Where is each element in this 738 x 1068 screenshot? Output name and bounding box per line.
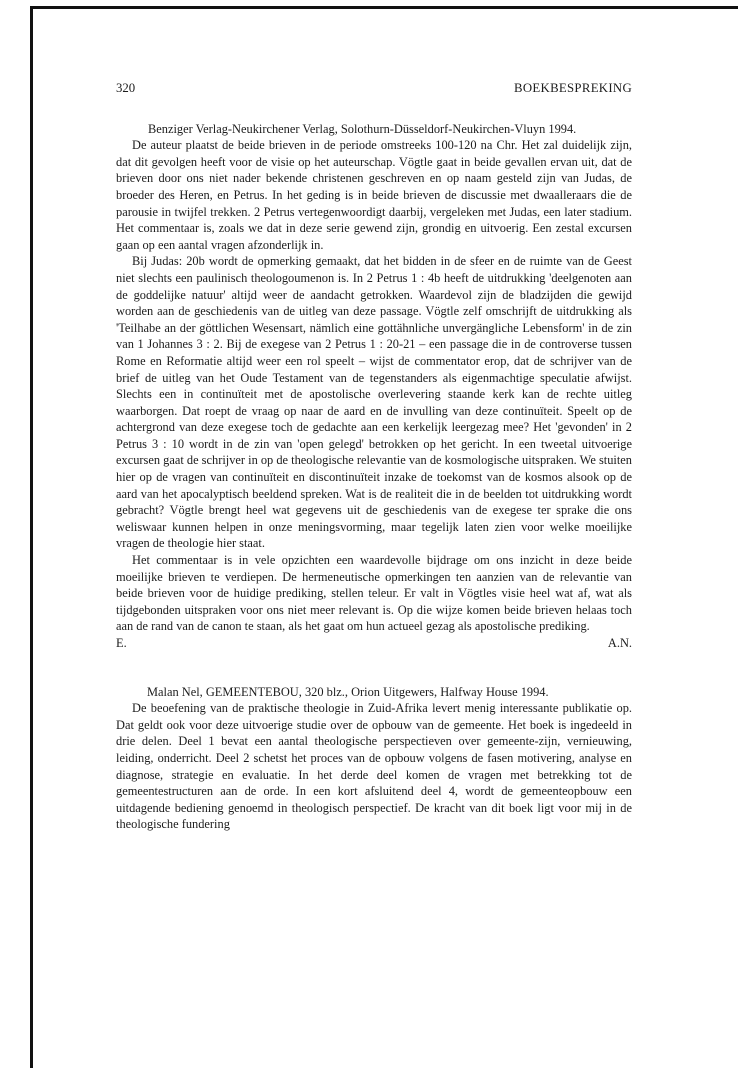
review-2-heading: Malan Nel, GEMEENTEBOU, 320 blz., Orion Uitgewers, Halfway House 1994. [147, 684, 549, 699]
page-header [116, 80, 632, 97]
review-2 [116, 684, 632, 833]
page-body [116, 80, 632, 833]
running-head: BOEKBESPREKING [514, 81, 632, 95]
review-1-signature [116, 635, 632, 652]
review-1-paragraph-1: De auteur plaatst de beide brieven in de periode omstreeks 100-120 na Chr. Het zal duidelijk zijn, dat dit gevolgen heeft voor de visie op het auteurschap. Vögtle gaat in beide gevallen ervan uit, dat de brieven door ons niet nader bekende christenen geschreven en op naam gesteld zijn van Judas, de broeder des Heren, en Petrus. In het geding is in beide brieven de discussie met dwaalleraars die de parousie in twijfel trekken. 2 Petrus vertegenwoordigt daarbij, vergeleken met Judas, een later stadium. Het commentaar is, zoals we dat in deze serie gewend zijn, grondig en uitvoerig. Een zestal excursen gaan op een aantal vragen afzonderlijk in. [116, 138, 632, 252]
review-1-paragraph-3: Het commentaar is in vele opzichten een waardevolle bijdrage om ons inzicht in deze beide moeilijke brieven te verdiepen. De hermeneutische opmerkingen ten aanzien van de relevantie van beide brieven voor de huidige prediking, stellen teleur. Er valt in Vögtles visie heel wat af, wat als tijdgebonden uitspraken voor ons niet meer relevant is. Op die wijze komen beide brieven helaas toch aan de rand van de canon te staan, als het gaat om hun actueel gezag als apostolische prediking. [116, 553, 632, 634]
signature-left: E. [116, 636, 127, 650]
scan-edge-left [30, 6, 33, 1068]
review-1-paragraph-2: Bij Judas: 20b wordt de opmerking gemaakt, dat het bidden in de sfeer en de ruimte van de Geest niet slechts een paulinisch theologoumenon is. In 2 Petrus 1 : 4b heeft de uitdrukking 'deelgenoten aan de goddelijke natuur' altijd weer de aandacht getrokken. Waardevol zijn de bladzijden die gewijd worden aan de geschiedenis van de uitleg van deze passage. Vögtle zelf omschrijft de uitdrukking als 'Teilhabe an der göttlichen Wesensart, nämlich eine gottähnliche unvergängliche Lebensform' in de zin van 1 Johannes 3 : 2. Bij de exegese van 2 Petrus 1 : 20-21 – een passage die in de controverse tussen Rome en Reformatie altijd weer een rol speelt – wijst de commentator erop, dat de schrijver van de brief de uitleg van het Oude Testament van de tegenstanders als eigenmachtige speculatie afwijst. Slechts een in continuïteit met de apostolische overlevering staande kerk kan de rechte uitleg waarborgen. Dat roept de vraag op naar de aard en de invulling van deze continuïteit. Speelt op de achtergrond van deze exegese toch de gedachte aan een kerkelijk leergezag mee? Het 'gevonden' in 2 Petrus 3 : 10 wordt in de zin van 'open gelegd' betrokken op het gericht. In een tweetal uitvoerige excursen gaat de schrijver in op de theologische relevantie van de kosmologische uitspraken. We stuiten hier op de vragen van continuïteit en discontinuïteit inzake de toekomst van de kosmos alsook op de aard van het apocalyptisch beeldend spreken. Wat is de realiteit die in de beelden tot uitdrukking wordt gebracht? Vögtle brengt heel wat gegevens uit de geschiedenis van de exegese ter sprake die ons weliswaar kunnen helpen in onze meningsvorming, maar tegelijk laten zien voor welke moeilijke vragen de theologie hier staat. [116, 254, 632, 551]
review-2-paragraph-1: De beoefening van de praktische theologie in Zuid-Afrika levert menig interessante publikatie op. Dat geldt ook voor deze uitvoerige studie over de opbouw van de gemeente. Het boek is ingedeeld in drie delen. Deel 1 bevat een aantal theologische perspectieven over gemeente-zijn, vernieuwing, leiding, onderricht. Deel 2 schetst het proces van de opbouw volgens de fasen motivering, analyse en diagnose, strategie en evaluatie. In het derde deel komen de vragen met betrekking tot de gemeentestructuren aan de orde. In een kort afsluitend deel 4, wordt de gemeenteopbouw een uitdagende bediening genoemd in theologisch perspectief. De kracht van dit boek ligt voor mij in de theologische fundering [116, 701, 632, 832]
review-1 [116, 121, 632, 652]
page-number: 320 [116, 81, 136, 95]
signature-right: A.N. [607, 636, 632, 650]
scan-edge-top [30, 6, 738, 9]
publisher-line: Benziger Verlag-Neukirchener Verlag, Solothurn-Düsseldorf-Neukirchen-Vluyn 1994. [148, 121, 577, 136]
